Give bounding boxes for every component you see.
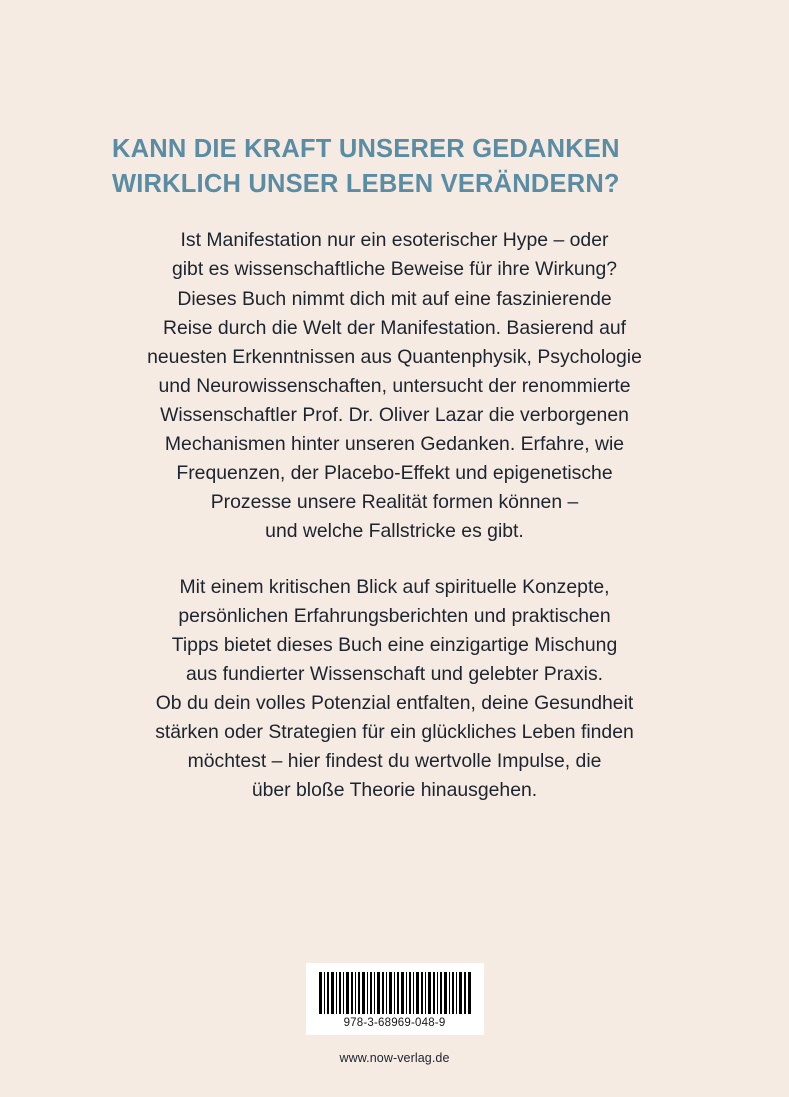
paragraph-line: Reise durch die Welt der Manifestation. Basierend auf	[162, 316, 627, 339]
paragraph-line: Mit einem kritischen Blick auf spirituelle Konzepte,	[179, 575, 610, 598]
paragraph-line: Ob du dein volles Potenzial entfalten, deine Gesundheit	[155, 692, 634, 715]
paragraph-line: gibt es wissenschaftliche Beweise für ihre Wirkung?	[171, 258, 618, 281]
barcode-block	[306, 963, 484, 1065]
paragraph-line: aus fundierter Wissenschaft und gelebter Praxis.	[185, 662, 604, 685]
paragraph-line: stärken oder Strategien für ein glückliches Leben finden	[155, 721, 634, 744]
paragraph-line: über bloße Theorie hinausgehen.	[251, 779, 538, 802]
headline-line-2: WIRKLICH UNSER LEBEN VERÄNDERN?	[112, 170, 620, 199]
headline-line-1: KANN DIE KRAFT UNSERER GEDANKEN	[112, 135, 620, 163]
paragraph-line: Ist Manifestation nur ein esoterischer Hype – oder	[180, 229, 609, 252]
paragraph-line: Wissenschaftler Prof. Dr. Oliver Lazar die verborgenen	[160, 404, 629, 427]
barcode-card	[306, 963, 484, 1035]
paragraph-line: und Neurowissenschaften, untersucht der renommierte	[158, 374, 631, 397]
paragraph-line: neuesten Erkenntnissen aus Quantenphysik, Psychologie	[147, 345, 642, 368]
cover-content	[0, 132, 789, 805]
paragraph-line: Tipps bietet dieses Buch eine einzigartige Mischung	[171, 633, 618, 656]
paragraph-line: persönlichen Erfahrungsberichten und praktischen	[178, 604, 611, 627]
paragraph-line: und welche Fallstricke es gibt.	[265, 520, 524, 543]
paragraph-line: Frequenzen, der Placebo-Effekt und epigenetische	[176, 462, 613, 485]
paragraph-line: Prozesse unsere Realität formen können –	[210, 491, 579, 514]
barcode-icon	[319, 972, 471, 1014]
paragraph-line: Dieses Buch nimmt dich mit auf eine faszinierende	[177, 287, 612, 310]
paragraph-line: Mechanismen hinter unseren Gedanken. Erfahre, wie	[164, 433, 625, 456]
paragraph-line: möchtest – hier findest du wertvolle Impulse, die	[187, 750, 602, 773]
isbn-number: 978-3-68969-048-9	[343, 1017, 446, 1029]
page-title	[112, 132, 689, 202]
blurb-paragraph-1	[100, 226, 689, 546]
publisher-url: www.now-verlag.de	[339, 1051, 450, 1065]
blurb-paragraph-2	[100, 573, 689, 806]
